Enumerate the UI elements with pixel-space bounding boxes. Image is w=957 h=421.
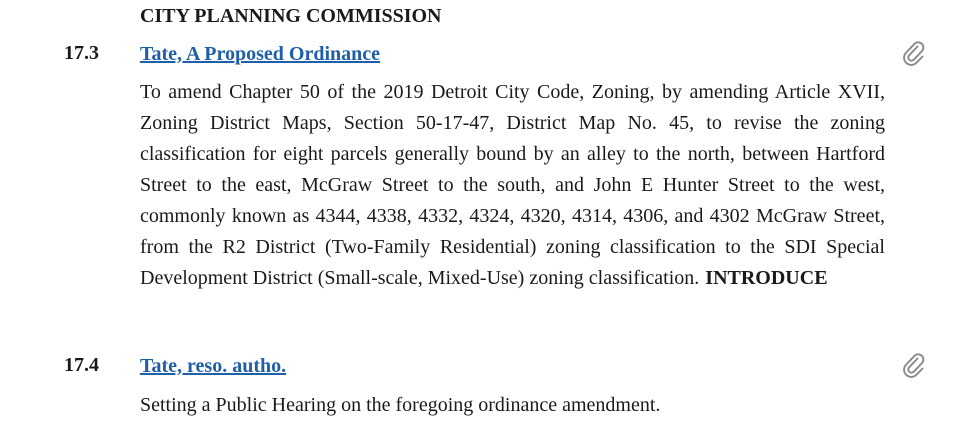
item-title-link[interactable]: Tate, reso. autho. <box>140 355 287 377</box>
item-description-text: To amend Chapter 50 of the 2019 Detroit City Code, Zoning, by amending Article XVII, Zoning District Maps, Section 50-17-47, District Map No. 45, to revise the zoning classification for eight parcels generally bound by an alley to the north, between Hartford Street to the east, McGraw Street to the south, and John E Hunter Street to the west, commonly known as 4344, 4338, 4332, 4324, 4320, 4314, 4306, and 4302 McGraw Street, from the R2 District (Two-Family Residential) zoning classification to the SDI Special Development District (Small-scale, Mixed-Use) zoning classification. <box>140 81 885 289</box>
item-description <box>140 77 885 294</box>
item-number: 17.3 <box>64 42 99 64</box>
item-action: INTRODUCE <box>705 267 828 289</box>
paperclip-icon[interactable] <box>902 352 926 380</box>
item-title-link[interactable]: Tate, A Proposed Ordinance <box>140 43 381 65</box>
item-number: 17.4 <box>64 354 99 376</box>
section-heading: CITY PLANNING COMMISSION <box>140 5 442 27</box>
paperclip-icon[interactable] <box>902 40 926 68</box>
item-description: Setting a Public Hearing on the foregoing ordinance amendment. <box>140 394 661 416</box>
